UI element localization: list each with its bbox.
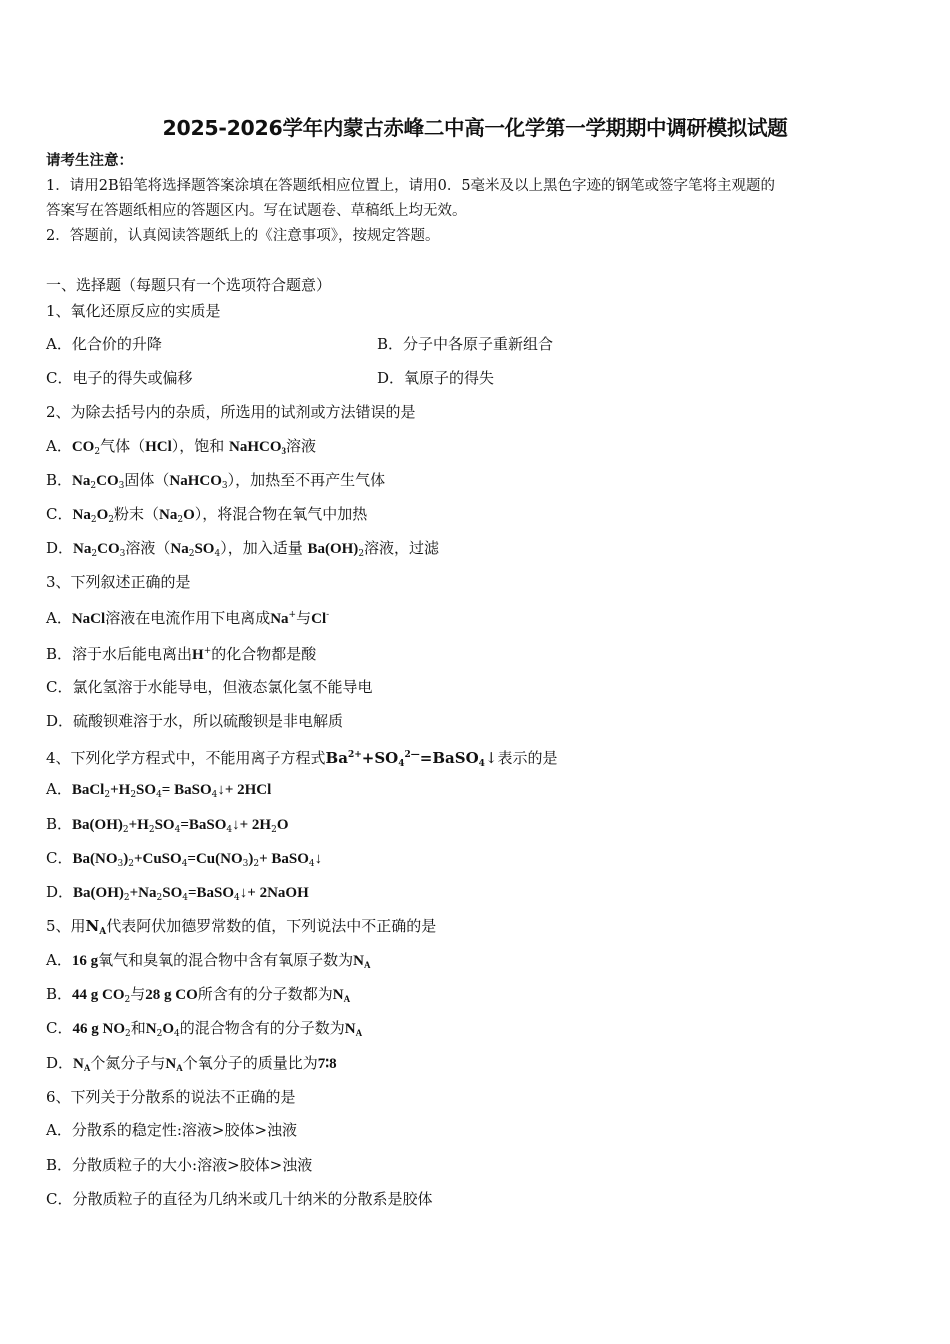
option-a: A．$CO_2$气体（HCl），饱和 NaHCO$_3$溶液 — [46, 437, 317, 457]
question-stem: 5、用$N_A$代表阿伏加德罗常数的值，下列说法中不正确的是 — [46, 917, 437, 937]
option-c: C．$Na_2O_2$粉末$(Na_2O)$，将混合物在氧气中加热 — [46, 505, 368, 525]
option-b: B．$Ba(OH)_2+H_2SO_4=BaSO_4↓+ 2H_2O$ — [46, 815, 289, 835]
option-d: D．硫酸钡难溶于水，所以硫酸钡是非电解质 — [46, 712, 344, 730]
question-stem: 3、下列叙述正确的是 — [46, 573, 191, 591]
question-stem: 2、为除去括号内的杂质，所选用的试剂或方法错误的是 — [46, 403, 416, 421]
option-a: A．NaCl溶液在电流作用下电离成Na+与Cl- — [46, 609, 330, 627]
question-stem: 6、下列关于分散系的说法不正确的是 — [46, 1088, 296, 1106]
page-title: 2025-2026学年内蒙古赤峰二中高一化学第一学期期中调研模拟试题 — [162, 116, 788, 140]
option-b: B．分散质粒子的大小:溶液>胶体>浊液 — [46, 1156, 313, 1174]
option-d: D．$N_A$个氮分子与$N_A$个氧分子的质量比为7∶8 — [46, 1054, 337, 1073]
question-stem: 4、下列化学方程式中，不能用离子方程式$Ba^{2+}+SO_4^{2—}=BaSO_4↓$表示的是 — [46, 749, 558, 769]
option-d: D．$Ba(OH)_2+Na_2SO_4=BaSO_4↓+$ 2NaOH — [46, 883, 309, 903]
question-stem: 1、氧化还原反应的实质是 — [46, 302, 221, 320]
option-c: C．电子的得失或偏移 — [46, 369, 193, 387]
option-b: B．分子中各原子重新组合 — [377, 335, 554, 353]
option-a: A．$BaCl_2+H_2SO_4=$ BaSO$_4$↓+ 2HCl — [46, 780, 272, 800]
option-b: B．44 g $CO_2$与28 g CO所含有的分子数都为$N_A$ — [46, 985, 351, 1005]
notice-line: 答案写在答题纸相应的答题区内。写在试题卷、草稿纸上均无效。 — [46, 203, 467, 219]
option-d: D．$Na_2CO_3$溶液$(Na_2SO_4)$，加入适量 $Ba(OH)_2$溶液，过滤 — [46, 539, 440, 559]
option-a: A．16 g氧气和臭氧的混合物中含有氧原子数为$N_A$ — [46, 951, 371, 970]
option-b: B．$Na_2CO_3$固体（NaHCO$_3$），加热至不再产生气体 — [46, 471, 386, 491]
option-a: A．分散系的稳定性:溶液>胶体>浊液 — [46, 1121, 298, 1139]
notice-heading: 请考生注意： — [46, 152, 133, 169]
option-c: C．分散质粒子的直径为几纳米或几十纳米的分散系是胶体 — [46, 1190, 433, 1208]
option-d: D．氧原子的得失 — [377, 369, 495, 387]
notice-line: 2．答题前，认真阅读答题纸上的《注意事项》，按规定答题。 — [46, 228, 440, 244]
option-c: C．$Ba(NO_3)_2+CuSO_4=Cu(NO_3)_2+$ BaSO$_4$↓ — [46, 849, 323, 869]
option-a: A．化合价的升降 — [46, 335, 162, 353]
option-c: C．46 g $NO_2$和$N_2O_4$的混合物含有的分子数为$N_A$ — [46, 1019, 363, 1039]
notice-line: 1．请用2B铅笔将选择题答案涂填在答题纸相应位置上，请用0．5毫米及以上黑色字迹的钢笔或签字笔将主观题的 — [46, 178, 776, 194]
option-c: C．氯化氢溶于水能导电，但液态氯化氢不能导电 — [46, 678, 373, 696]
option-b: B．溶于水后能电离出H+的化合物都是酸 — [46, 645, 317, 663]
section-heading: 一、选择题（每题只有一个选项符合题意） — [46, 276, 332, 294]
